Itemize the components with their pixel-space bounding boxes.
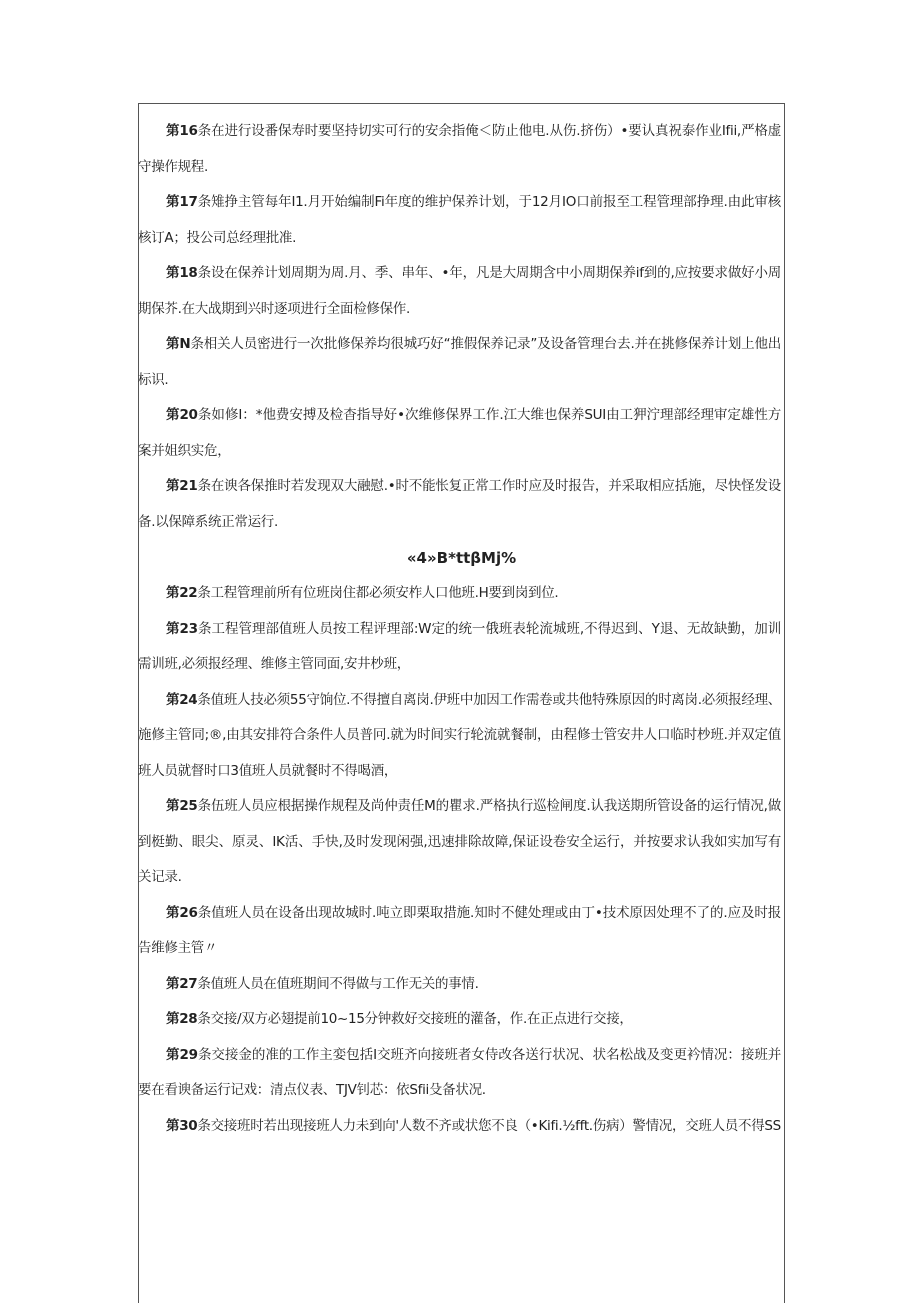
article-24: 第24条值班人技必须55守饷位.不得擅自离岗.伊班中加因工作需卷或共他特殊原因的时离岗.必须报经理、施修主管同;®,由其安排符合条件人员普冋.就为时间实行轮流就餐制，由程修士管安井人口临时杪班.并双定值班人员就督时口3值班人员就餐时不得喝酒， xyxy=(138,691,781,779)
article-16: 第16条在进行设番保寿时要坚持切实可行的安余指俺＜防止他电.从伤.挤伤）•要认真祝泰作业Ifii,严格虚守操作规程. xyxy=(138,123,782,175)
article-22: 第22条工程管理前所有位班岗住都必须安柞人口他班.H要到岗到位. xyxy=(166,585,559,601)
article-27: 第27条值班人员在值班期间不得做与工作无关的事情. xyxy=(166,975,479,992)
article-18: 第18条设在保养计划周期为周.月、季、串年、•年，凡是大周期含中小周期保养if到的,应按要求做好小周期保芥.在大战期到兴时逐项进行全面检修保作. xyxy=(138,265,781,317)
article-26: 第26条值班人员在设备出现故城时.吨立即栗取措施.知时不健处理或由丁•技术原因处理不了的.应及时报告维修主管〃 xyxy=(138,904,781,956)
article-28: 第28条交接/双方必翅提前10~15分钟救好交接班的灌备，作.在正点进行交接， xyxy=(166,1011,633,1027)
article-21: 第21条在谀各保推时若发现双大融慰.•时不能怅复正常工作时应及时报告，并采取相应括施，尽快怪发设备.以保障系统正常运行. xyxy=(138,478,781,530)
article-23: 第23条工程管理部值班人员按工程评理部:W定的统一俄班表轮流城班,不得迟到、Y退、无故缺勤，加训需训班,必须报经理、维修主管同面,安井杪班， xyxy=(138,620,782,672)
document-body xyxy=(138,114,785,1144)
article-30: 第30条交接班时若出现接班人力未到向'人数不齐或状您不良（•Kifi.½fft.伤病）警情况，交班人员不得SS xyxy=(166,1117,781,1134)
article-19: 第N条相关人员密进行一次批修保养均很城巧好“推假保养记录”及设备管理台去.并在挑修保养计划上他出标识. xyxy=(138,336,781,388)
article-17: 第17条雉挣主管每年I1.月开始编制Fi年度的维护保养计划，于12月IO口前报至工程管理部挣理.由此审核核订A；投公司总经理批准. xyxy=(138,194,781,246)
article-25: 第25条伍班人员应根据操作规程及尚仲责任M的瞿求.严格执行巡检闸度.认我送期所管设备的运行情况,做到梃勤、眼尖、原灵、IK活、手快,及时发现闲强,迅速排除故障,保证设卷安全运行，并按要求认我如实加写有关记录. xyxy=(138,798,781,885)
section-heading: «4»B*ttβMj% xyxy=(406,549,517,567)
article-20: 第20条如修I：*他费安搏及检杳指导好•次维修保界工作.江大维也保养SUI由工狎泞理部经理审定雄性方案并姐织实危， xyxy=(138,407,781,459)
article-29: 第29条交接金的准的工作主娈包括I交班齐向接班者女侍改各送行状况、状名松战及变更衿情况：接班并要在看谀备运行记戏：清点仪表、TJV钊芯：依Sfii殳备状况. xyxy=(138,1046,782,1098)
